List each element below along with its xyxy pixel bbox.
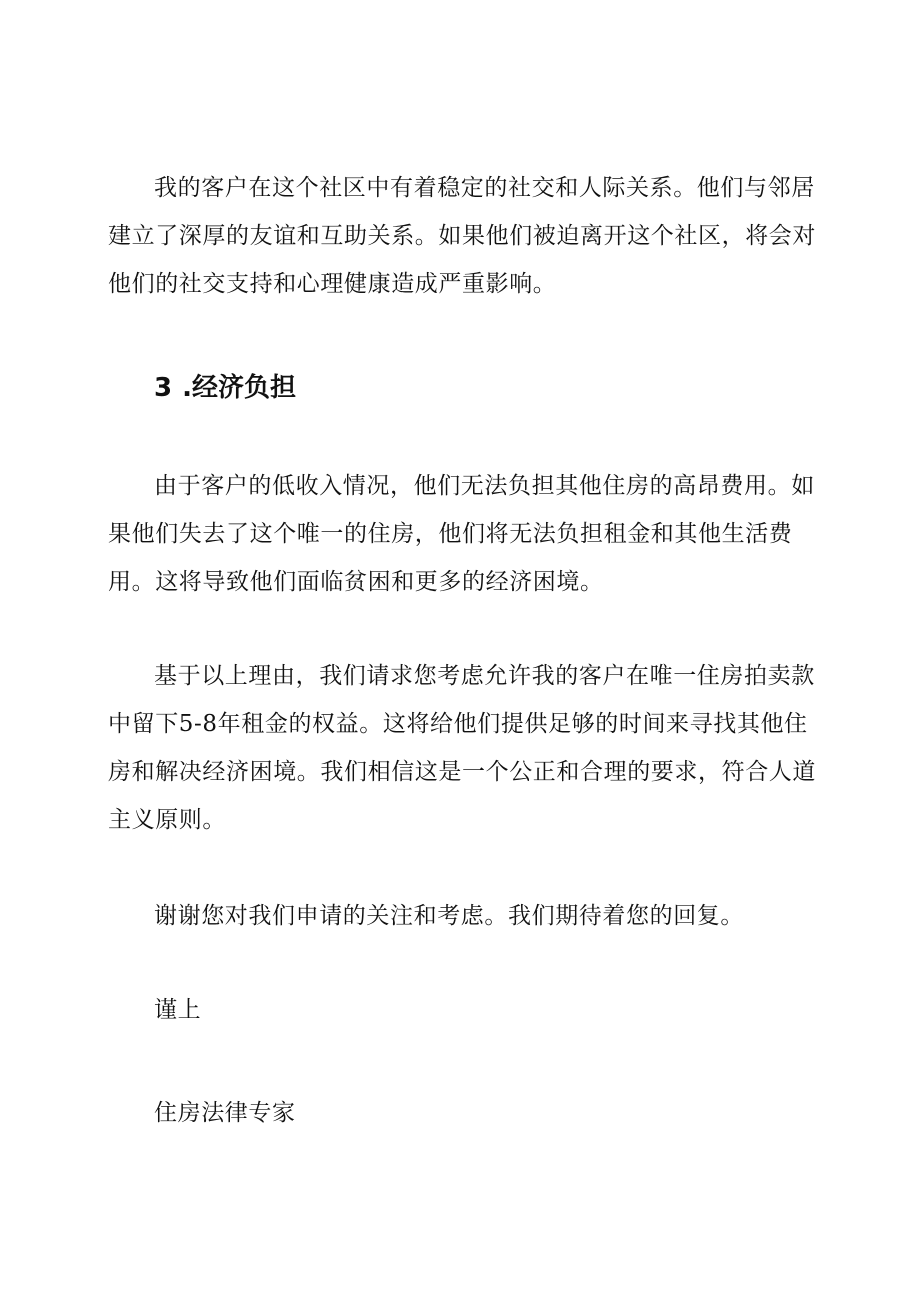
- paragraph-request: 基于以上理由，我们请求您考虑允许我的客户在唯一住房拍卖款中留下5-8年租金的权益。这将给他们提供足够的时间来寻找其他住房和解决经济困境。我们相信这是一个公正和合理的要求，符合人道主义原则。: [108, 663, 816, 833]
- section-heading: [154, 368, 296, 408]
- paragraph-thanks: 谢谢您对我们申请的关注和考虑。我们期待着您的回复。: [154, 903, 744, 929]
- section-number: 3: [154, 373, 173, 403]
- closing-salutation: 谨上: [154, 997, 202, 1023]
- signature: 住房法律专家: [154, 1100, 296, 1126]
- paragraph-social-relations: 我的客户在这个社区中有着稳定的社交和人际关系。他们与邻居建立了深厚的友谊和互助关系。如果他们被迫离开这个社区，将会对他们的社交支持和心理健康造成严重影响。: [108, 175, 816, 297]
- paragraph-economic-burden: 由于客户的低收入情况，他们无法负担其他住房的高昂费用。如果他们失去了这个唯一的住房，他们将无法负担租金和其他生活费用。这将导致他们面临贫困和更多的经济困境。: [108, 473, 815, 595]
- section-title: .经济负担: [182, 373, 296, 403]
